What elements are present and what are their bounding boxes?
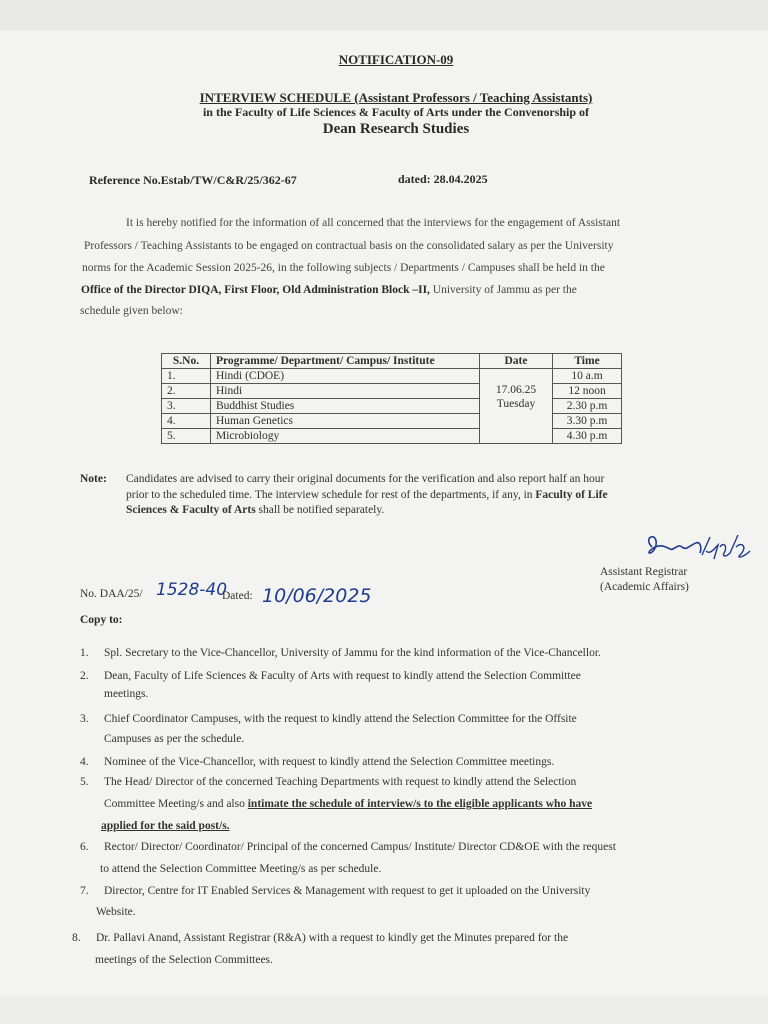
body-line: It is hereby notified for the information of all concerned that the interviews for the engagement of Assistant	[126, 217, 621, 229]
list-item-cont: meetings of the Selection Committees.	[95, 954, 273, 966]
table-row	[162, 414, 622, 429]
table-header: S.No.	[162, 354, 211, 369]
list-item: 8. Dr. Pallavi Anand, Assistant Registrar (R&A) with a request to kindly get the Minutes prepared for the	[72, 932, 569, 944]
dispatch-prefix: No. DAA/25/	[80, 588, 143, 600]
table-cell: 3.	[162, 399, 211, 414]
date-value: 17.06.25	[495, 384, 537, 396]
table-cell: Hindi	[211, 384, 480, 399]
signatory-title: Assistant Registrar	[600, 566, 688, 578]
signatory-office: (Academic Affairs)	[600, 581, 689, 593]
dispatch-number-handwritten: 1528-40	[156, 580, 228, 600]
list-item-cont: applied for the said post/s.	[101, 820, 230, 832]
day-value: Tuesday	[496, 398, 536, 410]
table-header: Time	[553, 354, 622, 369]
note-line: prior to the scheduled time. The interview schedule for rest of the departments, if any, in Faculty of Life	[126, 489, 608, 501]
body-line: Office of the Director DIQA, First Floor, Old Administration Block –II, University of Jammu as per the	[81, 284, 577, 296]
date-cell	[480, 369, 553, 444]
table-header-row	[162, 354, 622, 369]
schedule-subtitle: in the Faculty of Life Sciences & Faculty of Arts under the Convenorship of	[202, 105, 590, 119]
table-row	[162, 399, 622, 414]
list-item: 2. Dean, Faculty of Life Sciences & Faculty of Arts with request to kindly attend the Selection Committee	[80, 670, 581, 682]
body-line: schedule given below:	[80, 305, 183, 317]
reference-date: dated: 28.04.2025	[398, 172, 488, 186]
list-item-cont: to attend the Selection Committee Meeting/s as per schedule.	[100, 863, 382, 875]
table-cell: 12 noon	[553, 384, 622, 399]
table-cell: 2.30 p.m	[553, 399, 622, 414]
table-header: Date	[480, 354, 553, 369]
note-label: Note:	[80, 473, 107, 485]
list-item: 7. Director, Centre for IT Enabled Services & Management with request to get it uploaded on the University	[80, 885, 591, 897]
table-row	[162, 369, 622, 384]
table-cell: 10 a.m	[553, 369, 622, 384]
table-cell: 4.	[162, 414, 211, 429]
table-cell: 1.	[162, 369, 211, 384]
table-cell: Human Genetics	[211, 414, 480, 429]
list-item-cont: Committee Meeting/s and also intimate the schedule of interview/s to the eligible applicants who have	[104, 798, 593, 810]
list-item-cont: meetings.	[104, 688, 149, 700]
body-line: Professors / Teaching Assistants to be engaged on contractual basis on the consolidated salary as per the University	[84, 240, 614, 252]
list-item: 5. The Head/ Director of the concerned Teaching Departments with request to kindly attend the Selection	[80, 776, 577, 788]
schedule-title: INTERVIEW SCHEDULE (Assistant Professors / Teaching Assistants)	[199, 90, 593, 105]
table-cell: 4.30 p.m	[553, 429, 622, 444]
body-line: norms for the Academic Session 2025-26, in the following subjects / Departments / Campuses shall be held in the	[82, 262, 605, 274]
dispatch-dated-label: Dated:	[222, 590, 253, 602]
table-cell: Microbiology	[211, 429, 480, 444]
reference-number: Reference No.Estab/TW/C&R/25/362-67	[89, 173, 297, 187]
table-cell: 3.30 p.m	[553, 414, 622, 429]
list-item-cont: Website.	[96, 906, 136, 918]
list-item: 1. Spl. Secretary to the Vice-Chancellor, University of Jammu for the kind information of the Vice-Chancellor.	[80, 647, 601, 659]
table-cell: Hindi (CDOE)	[211, 369, 480, 384]
note-line: Sciences & Faculty of Arts shall be notified separately.	[126, 504, 385, 516]
list-item: 3. Chief Coordinator Campuses, with the request to kindly attend the Selection Committee for the Offsite	[80, 713, 577, 725]
venue-text: Office of the Director DIQA, First Floor, Old Administration Block –II,	[81, 284, 430, 296]
table-row	[162, 384, 622, 399]
note-line: Candidates are advised to carry their original documents for the verification and also report half an hour	[126, 473, 605, 485]
list-item: 4. Nominee of the Vice-Chancellor, with request to kindly attend the Selection Committee meetings.	[80, 756, 555, 768]
table-cell: Buddhist Studies	[211, 399, 480, 414]
convenor-title: Dean Research Studies	[322, 121, 470, 137]
signature-image	[640, 525, 755, 570]
dispatch-date-handwritten: 10/06/2025	[262, 585, 372, 607]
copy-to-label: Copy to:	[80, 614, 123, 626]
list-item-cont: Campuses as per the schedule.	[104, 733, 245, 745]
page-bottom-edge	[0, 996, 768, 1024]
list-item: 6. Rector/ Director/ Coordinator/ Principal of the concerned Campus/ Institute/ Director CD&OE with the request	[80, 841, 616, 853]
table-row	[162, 429, 622, 444]
interview-schedule-table	[161, 353, 622, 444]
notification-title: NOTIFICATION-09	[338, 52, 454, 67]
table-header: Programme/ Department/ Campus/ Institute	[211, 354, 480, 369]
table-cell: 2.	[162, 384, 211, 399]
table-cell: 5.	[162, 429, 211, 444]
